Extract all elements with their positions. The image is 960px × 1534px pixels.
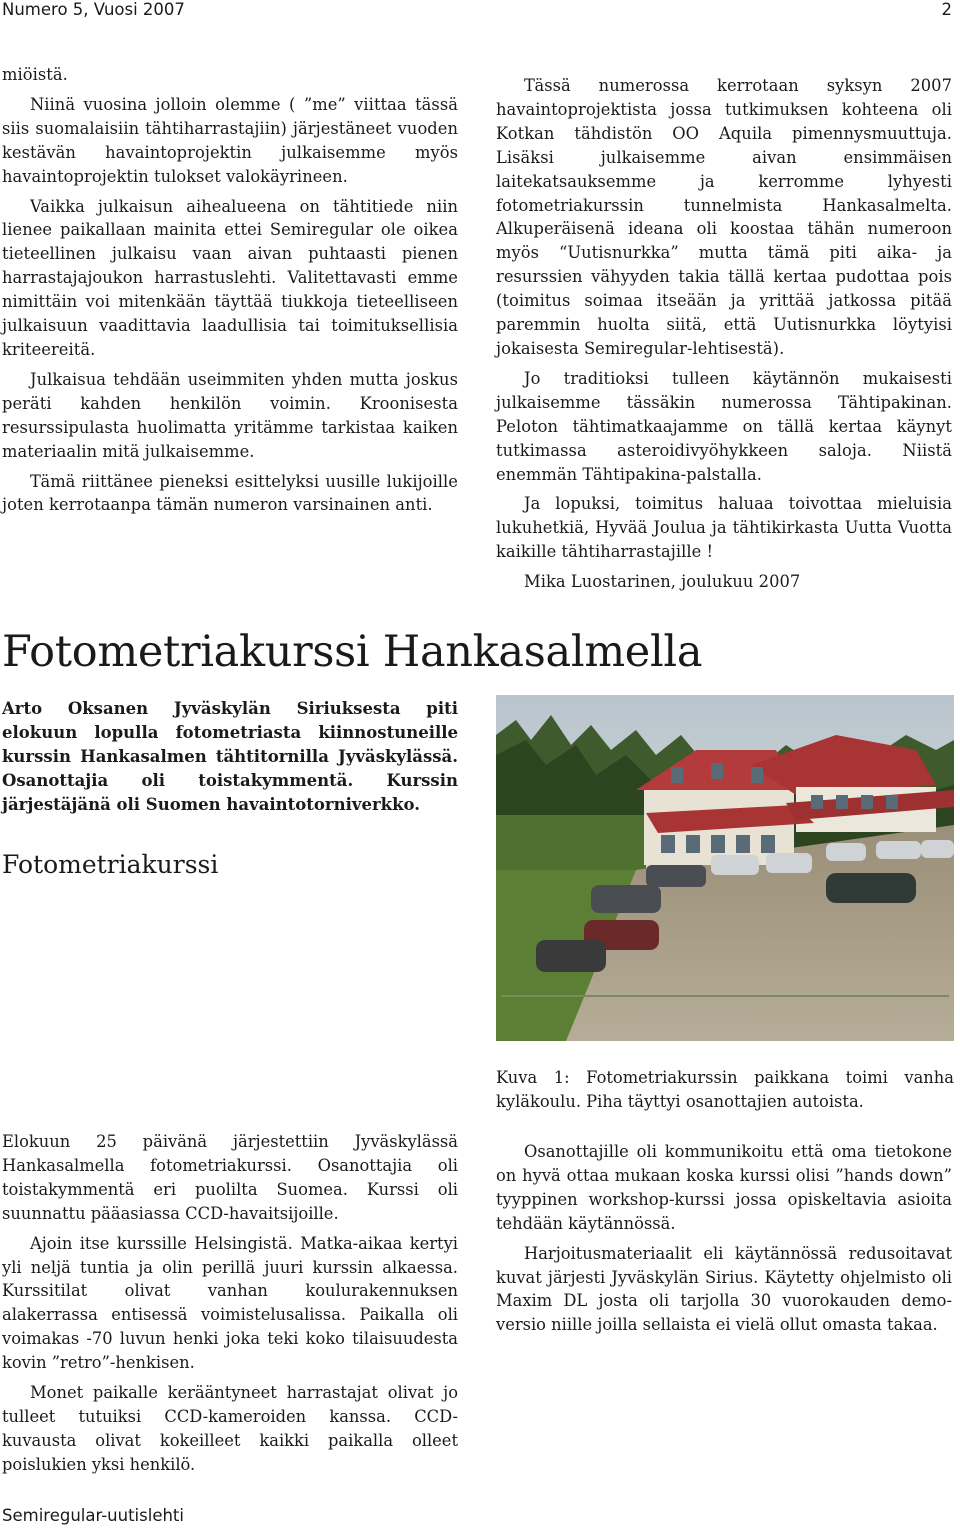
- article-left-column: [2, 1130, 458, 1477]
- intro-paragraph: Julkaisua tehdään useimmiten yhden mutta joskus peräti kahden henkilön voimin. Kroonisesta resurssipulasta huolimatta yritämme tarkistaa kaiken materiaalin mitä julkaisemme.: [2, 369, 458, 461]
- page-footer: Semiregular-uutislehti: [2, 1506, 184, 1525]
- article-paragraph: Elokuun 25 päivänä järjestettiin Jyväskylässä Hankasalmella fotometriakurssi. Osanottajia oli toistakymmentä eri puolilta Suomea. Kurssi oli suunnattu pääasiassa CCD-havaitsijoille.: [2, 1132, 458, 1223]
- intro-paragraph: Tämä riittänee pieneksi esittelyksi uusille lukijoille joten kerrotaanpa tämän numeron varsinainen anti.: [2, 471, 458, 515]
- issue-label: Numero 5, Vuosi 2007: [2, 0, 185, 19]
- article-paragraph: Monet paikalle kerääntyneet harrastajat olivat jo tulleet tutuiksi CCD-kameroiden kanssa. CCD-kuvausta olivat kokeilleet kaikki paikalla olleet poislukien yksi henkilö.: [2, 1383, 458, 1474]
- page-header: [0, 0, 960, 22]
- section-title: Fotometriakurssi: [2, 850, 219, 879]
- intro-paragraph: Tässä numerossa kerrotaan syksyn 2007 havaintoprojektista jossa tutkimuksen kohteena oli Kotkan tähdistön OO Aquila pimennysmuuttuja. Lisäksi julkaisemme aivan ensimmäisen laitekatsauksemme ja kerromme lyhyesti fotometriakurssin tunnelmista Hankasalmelta. Alkuperäisenä ideana oli koostaa tähän numeroon myös “Uutisnurkka” mutta tämä piti aika- ja resurssien vähyyden takia tällä kertaa pudottaa pois (toimitus soimaa itseään ja yrittää jatkossa pitää paremmin huolta siitä, että Uutisnurkka löytyisi jokaisesta Semiregular-lehtisestä).: [496, 76, 952, 358]
- intro-paragraph: Ja lopuksi, toimitus haluaa toivottaa mieluisia lukuhetkiä, Hyvää Joulua ja tähtikirkasta Uutta Vuotta kaikille tähtiharrastajille !: [496, 494, 952, 562]
- signature: Mika Luostarinen, joulukuu 2007: [524, 572, 801, 592]
- article-paragraph: Harjoitusmateriaalit eli käytännössä redusoitavat kuvat järjesti Jyväskylän Sirius. Käytetty ohjelmisto oli Maxim DL josta oli tarjolla 30 vuorokauden demo-versio niille joilla sellaista ei vielä ollut omasta takaa.: [496, 1243, 952, 1335]
- intro-left-column: [2, 63, 458, 517]
- article-paragraph: Ajoin itse kurssille Helsingistä. Matka-aikaa kertyi yli neljä tuntia ja olin perillä juuri kurssin alkaessa. Kurssitilat olivat vanhan koulurakennuksen alakerrassa entisessä voimistelusalissa. Paikalla oli voimakas -70 luvun henki joka teki koko tilaisuudesta kovin ”retro”-henkisen.: [2, 1233, 458, 1373]
- intro-right-column: [496, 74, 952, 594]
- intro-paragraph: Niinä vuosina jolloin olemme ( ”me” viittaa tässä siis suomalaisiin tähtiharrastajiin) järjestäneet vuoden kestävän havaintoprojektin julkaisemme myös havaintoprojektin tulokset valokäyrineen.: [2, 94, 458, 186]
- article-lead: Arto Oksanen Jyväskylän Siriuksesta piti elokuun lopulla fotometriasta kiinnostuneille kurssin Hankasalmen tähtitornilla Jyväskylässä. Osanottajia oli toistakymmentä. Kurssin järjestäjänä oli Suomen havaintotorniverkko.: [2, 699, 458, 814]
- intro-paragraph: Vaikka julkaisun aihealueena on tähtitiede niin lienee paikallaan mainita ettei Semiregular ole oikea tieteellinen julkaisu vaan aivan puhtaasti pienen harrastajajoukon harrastuslehti. Valitettavasti emme nimittäin voi mitenkään täyttää tiukkoja tieteelliseen julkaisuun vaadittavia laadullisia tai toimituksellisia kriteereitä.: [2, 196, 458, 359]
- intro-paragraph: Jo traditioksi tulleen käytännön mukaisesti julkaisemme tässäkin numerossa Tähtipakinan. Peloton tähtimatkaajamme on tällä kertaa käynyt tutkimassa asteroidivyöhykkeen saloja. Niistä enemmän Tähtipakina-palstalla.: [496, 368, 952, 484]
- article-paragraph: Osanottajille oli kommunikoitu että oma tietokone on hyvä ottaa mukaan koska kurssi olisi ”hands down” tyyppinen workshop-kurssi jossa opiskeltavia asioita tehdään käytännössä.: [496, 1142, 952, 1233]
- article-right-column: [496, 1140, 952, 1337]
- intro-paragraph: miöistä.: [2, 65, 68, 84]
- figure-caption: Kuva 1: Fotometriakurssin paikkana toimi vanha kyläkoulu. Piha täyttyi osanottajien autoista.: [496, 1068, 954, 1111]
- page-number: 2: [941, 0, 952, 19]
- article-title: Fotometriakurssi Hankasalmella: [2, 627, 703, 677]
- house-photo: [496, 695, 954, 1041]
